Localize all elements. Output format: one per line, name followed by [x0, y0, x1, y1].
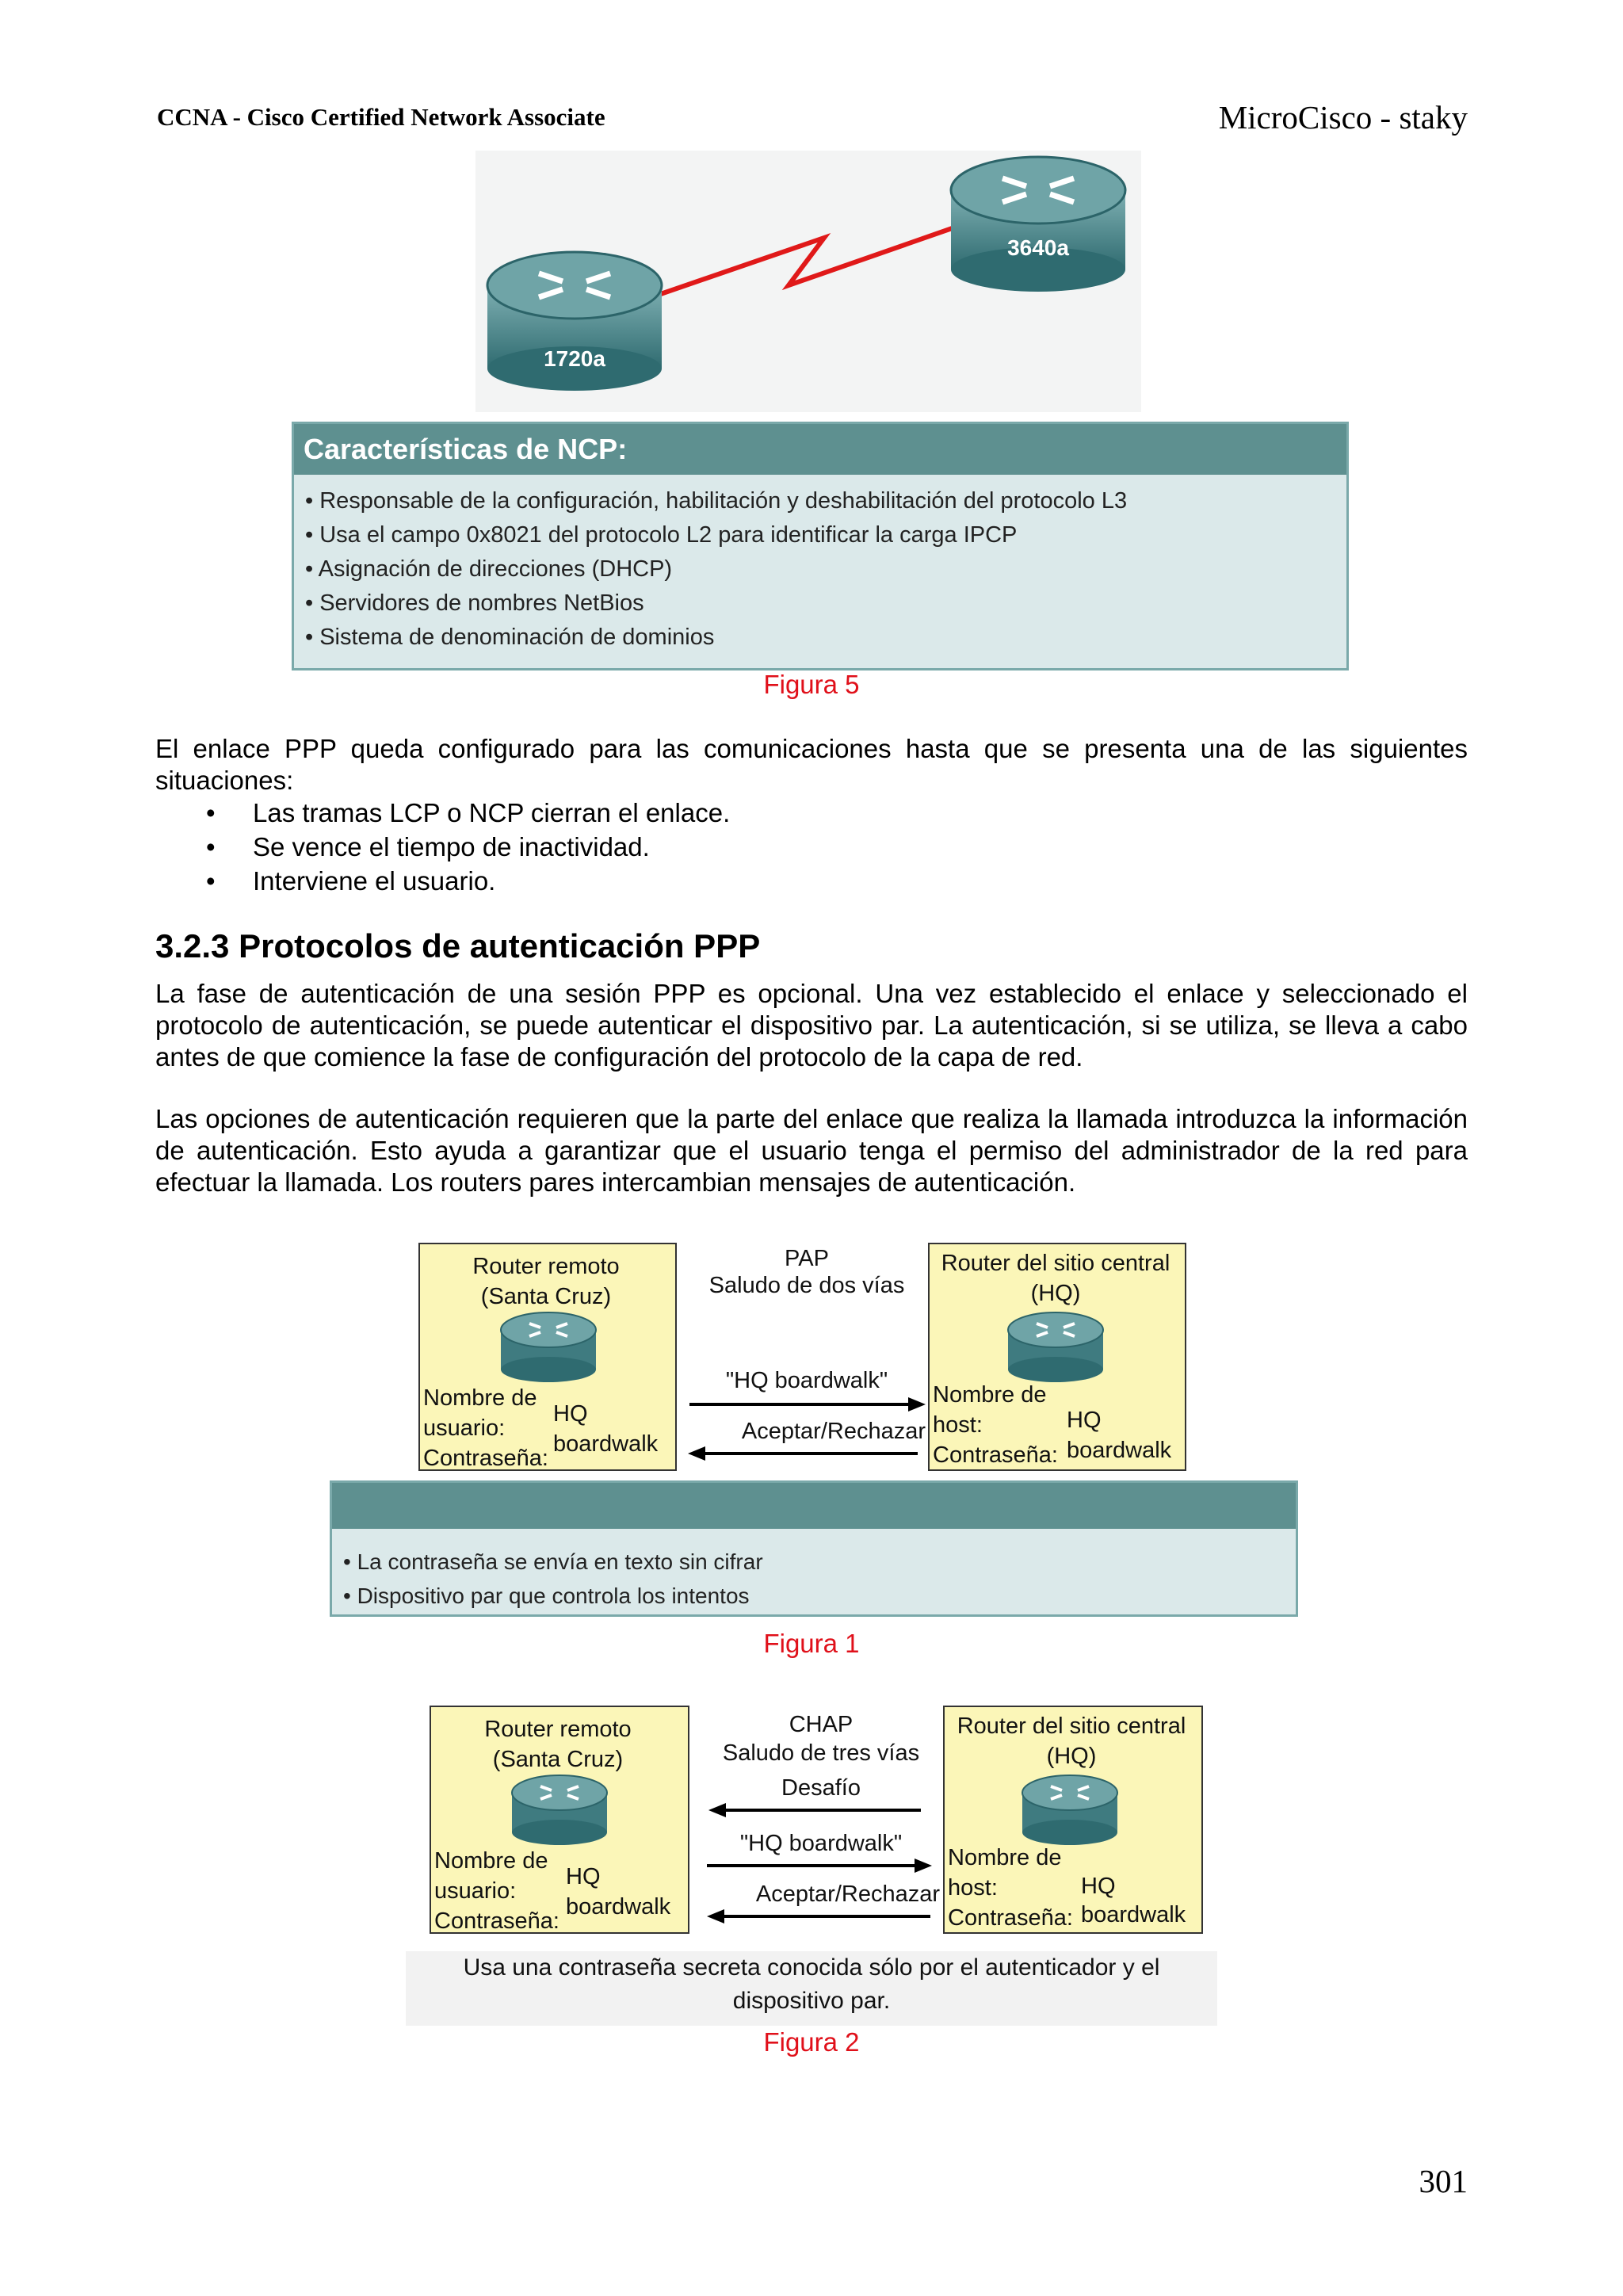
header-author: MicroCisco - staky	[1218, 99, 1468, 136]
central-router-subtitle: (HQ)	[1030, 1281, 1081, 1306]
ncp-features-list	[294, 475, 1346, 655]
ncp-features-panel	[292, 422, 1349, 670]
protocol-name: PAP	[785, 1246, 829, 1271]
accept-reject-message: Aceptar/Rechazar	[755, 1881, 940, 1907]
hostname-value: HQ	[1067, 1408, 1102, 1433]
hostname-label-2: host:	[948, 1875, 998, 1901]
ncp-feature-item: • Sistema de denominación de dominios	[305, 625, 715, 650]
figure2-caption: Figura 2	[763, 2027, 860, 2057]
chap-note	[406, 1951, 1217, 2026]
challenge-message: Desafío	[781, 1775, 861, 1801]
ncp-feature-item: • Servidores de nombres NetBios	[305, 590, 644, 616]
router-icon	[1022, 1775, 1117, 1845]
hostname-label: Nombre de	[933, 1382, 1047, 1408]
ncp-feature-item: • Asignación de direcciones (DHCP)	[305, 556, 673, 582]
header-title: CCNA - Cisco Certified Network Associate	[157, 103, 605, 131]
username-label: Nombre de	[434, 1848, 548, 1874]
username-label-2: usuario:	[434, 1878, 517, 1904]
central-router-title: Router del sitio central	[941, 1251, 1170, 1276]
list-item: • Se vence el tiempo de inactividad.	[206, 832, 650, 861]
hostname-value: HQ	[1081, 1874, 1116, 1899]
hostname-label: Nombre de	[948, 1845, 1062, 1870]
paragraph-1: La fase de autenticación de una sesión PPP es opcional. Una vez establecido el enlace y seleccionado el protocolo de autenticación, se puede autenticar el dispositivo par. La autenticación, si se utiliza, se lleva a cabo antes de que comience la fase de configuración del protocolo de la capa de red.	[155, 979, 1468, 1072]
page-number: 301	[1419, 2163, 1468, 2199]
central-router-title: Router del sitio central	[957, 1713, 1186, 1739]
handshake-type: Saludo de dos vías	[708, 1273, 905, 1298]
remote-router-title: Router remoto	[472, 1254, 620, 1279]
central-router-subtitle: (HQ)	[1046, 1744, 1097, 1769]
username-label-2: usuario:	[423, 1415, 506, 1441]
credentials-message: "HQ boardwalk"	[725, 1368, 888, 1393]
password-value: boardwalk	[1081, 1902, 1186, 1927]
pap-note-item: • La contraseña se envía en texto sin cifrar	[343, 1549, 763, 1574]
hostname-label-2: host:	[933, 1412, 983, 1438]
password-label: Contraseña:	[423, 1446, 548, 1471]
section-heading: 3.2.3 Protocolos de autenticación PPP	[155, 927, 761, 965]
paragraph-2: Las opciones de autenticación requieren que la parte del enlace que realiza la llamada introduzca la información de autenticación. Esto ayuda a garantizar que el usuario tenga el permiso del administrador de la red para efectuar la llamada. Los routers pares intercambian mensajes de autenticación.	[155, 1104, 1468, 1197]
figure1-caption: Figura 1	[763, 1629, 860, 1658]
username-value: HQ	[566, 1864, 601, 1889]
figure2-diagram	[430, 1706, 1203, 1937]
chap-note-line: dispositivo par.	[732, 1988, 891, 2014]
router-icon	[1008, 1312, 1103, 1382]
situations-list	[155, 796, 731, 898]
username-label: Nombre de	[423, 1385, 537, 1411]
password-label: Contraseña:	[434, 1908, 559, 1934]
remote-router-subtitle: (Santa Cruz)	[480, 1284, 612, 1309]
figure5-caption: Figura 5	[763, 670, 860, 699]
pap-panel-header	[332, 1483, 1296, 1529]
remote-router-subtitle: (Santa Cruz)	[492, 1747, 624, 1772]
password-value: boardwalk	[1067, 1438, 1172, 1463]
list-item: • Interviene el usuario.	[206, 866, 496, 896]
router-icon	[951, 157, 1125, 292]
chap-note-line: Usa una contraseña secreta conocida sólo por el autenticador y el	[463, 1954, 1160, 1981]
router-label-3640a: 3640a	[1007, 235, 1069, 260]
figure1-diagram	[418, 1243, 1186, 1474]
username-value: HQ	[553, 1401, 588, 1427]
router-icon	[512, 1775, 607, 1845]
password-label: Contraseña:	[933, 1442, 1058, 1468]
figure5-routers	[475, 151, 1141, 412]
password-value: boardwalk	[553, 1431, 659, 1457]
pap-notes-list	[332, 1529, 1296, 1613]
router-icon	[501, 1312, 596, 1382]
list-item: • Las tramas LCP o NCP cierran el enlace.	[206, 798, 731, 827]
intro-paragraph: El enlace PPP queda configurado para las comunicaciones hasta que se presenta una de las siguientes situaciones:	[155, 734, 1468, 795]
password-value: boardwalk	[566, 1894, 671, 1920]
protocol-name: CHAP	[789, 1712, 854, 1737]
credentials-message: "HQ boardwalk"	[739, 1831, 903, 1856]
accept-reject-message: Aceptar/Rechazar	[741, 1419, 926, 1444]
pap-note-item: • Dispositivo par que controla los intentos	[343, 1584, 750, 1608]
handshake-type: Saludo de tres vías	[722, 1740, 920, 1766]
pap-notes-panel	[330, 1480, 1298, 1617]
ncp-feature-item: • Responsable de la configuración, habilitación y deshabilitación del protocolo L3	[305, 488, 1128, 514]
password-label: Contraseña:	[948, 1905, 1073, 1931]
remote-router-title: Router remoto	[484, 1717, 632, 1742]
ncp-panel-title: Características de NCP:	[294, 424, 1346, 475]
router-label-1720a: 1720a	[544, 346, 605, 371]
ncp-feature-item: • Usa el campo 0x8021 del protocolo L2 para identificar la carga IPCP	[305, 522, 1018, 548]
